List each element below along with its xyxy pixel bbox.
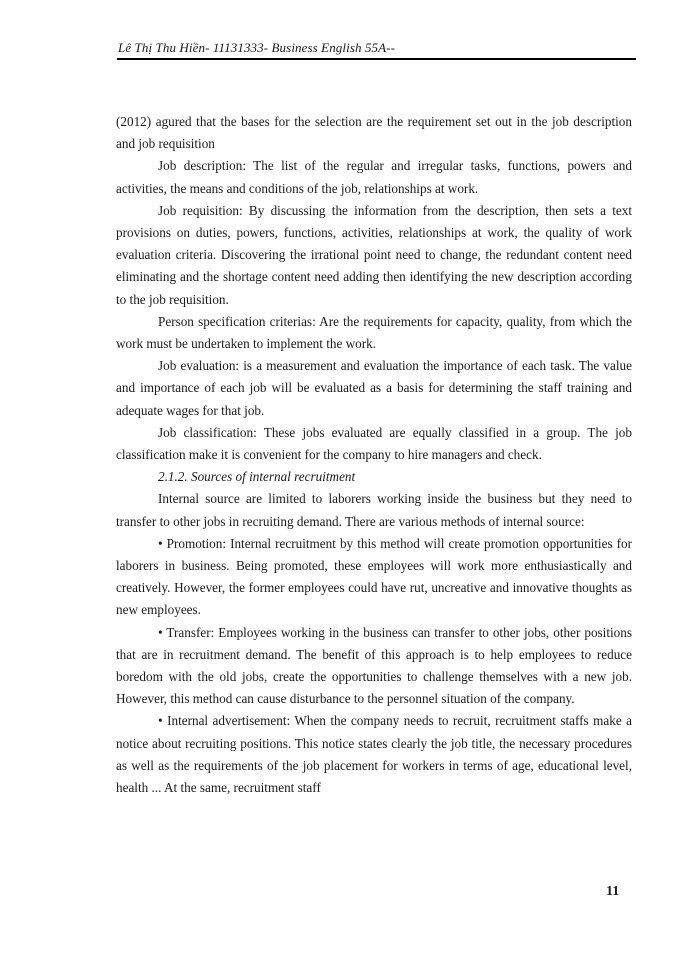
paragraph-internal-source: Internal source are limited to laborers working inside the business but they need to transfer to other jobs in recruiting demand. There are various methods of internal source: — [116, 491, 632, 529]
paragraph-person-specification: Person specification criterias: Are the requirements for capacity, quality, from which the work must be undertaken to implement the work. — [116, 313, 632, 352]
bullet-transfer: • Transfer: Employees working in the business can transfer to other jobs, other positions that are in recruitment demand. The benefit of this approach is to help employees to reduce boredom with the old jobs, create the opportunities to challenge themselves with a new job. However, this method can cause disturbance to the personnel situation of the company. — [116, 624, 632, 707]
header-divider — [117, 58, 636, 60]
document-body — [116, 111, 632, 799]
section-heading-internal-recruitment: 2.1.2. Sources of internal recruitment — [158, 469, 356, 485]
bullet-promotion: • Promotion: Internal recruitment by this method will create promotion opportunities for laborers in business. Being promoted, these employees will work more enthusiastically and creatively. However, the former employees could have rut, uncreative and innovative thoughts as new employees. — [116, 535, 632, 618]
paragraph-job-requisition: Job requisition: By discussing the information from the description, then sets a text provisions on duties, powers, functions, activities, relationships at work, the quality of work evaluation criteria. Discovering the irrational point need to change, the redundant content need eliminating and the shortage content need adding then identifying the new description according to the job requisition. — [116, 202, 632, 307]
paragraph-job-evaluation: Job evaluation: is a measurement and evaluation the importance of each task. The value and importance of each job will be evaluated as a basis for determining the staff training and adequate wages for that job. — [116, 358, 632, 418]
page-header: Lê Thị Thu Hiền- 11131333- Business English 55A-- — [118, 40, 396, 55]
paragraph-selection-bases: (2012) agured that the bases for the selection are the requirement set out in the job description and job requisition — [116, 114, 632, 152]
paragraph-job-classification: Job classification: These jobs evaluated are equally classified in a group. The job classification make it is convenient for the company to hire managers and check. — [116, 424, 632, 463]
page-number: 11 — [606, 884, 620, 899]
bullet-internal-advertisement: • Internal advertisement: When the company needs to recruit, recruitment staffs make a notice about recruiting positions. This notice states clearly the job title, the necessary procedures as well as the requirements of the job placement for workers in terms of age, educational level, health ... At the same, recruitment staff — [116, 713, 632, 796]
paragraph-job-description: Job description: The list of the regular and irregular tasks, functions, powers and activities, the means and conditions of the job, relationships at work. — [116, 158, 632, 196]
